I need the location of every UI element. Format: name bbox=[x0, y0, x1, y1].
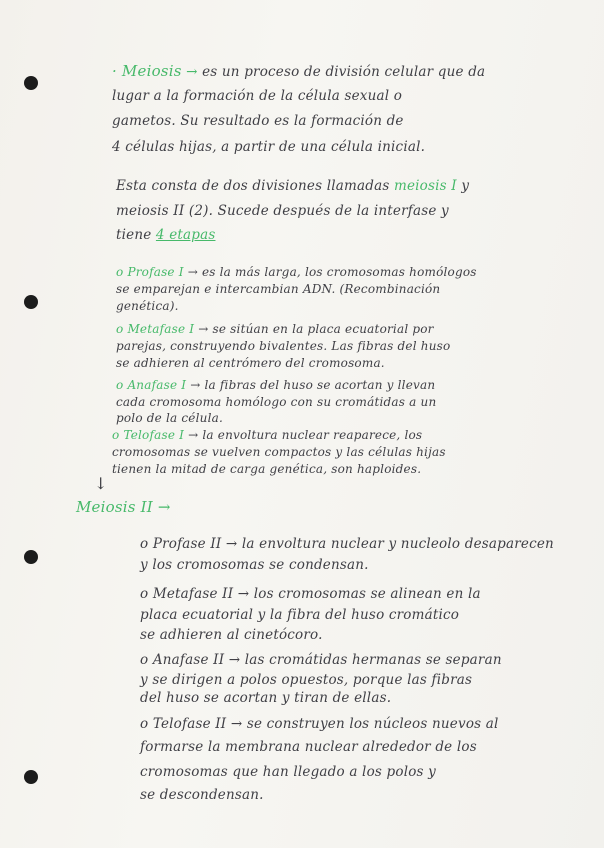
binder-hole bbox=[24, 76, 38, 90]
four-stages-label: 4 etapas bbox=[155, 227, 216, 243]
telofase-1-line-2: cromosomas se vuelven compactos y las células hijas bbox=[112, 445, 446, 459]
stage-term: o Anafase II bbox=[140, 652, 225, 668]
metafase-2-line-2: placa ecuatorial y la fibra del huso cromático bbox=[140, 607, 460, 623]
intro-line-4: 4 células hijas, a partir de una célula inicial. bbox=[112, 139, 426, 155]
intro-line-3: gametos. Su resultado es la formación de bbox=[112, 113, 404, 129]
anafase-1-line-2: cada cromosoma homólogo con su cromátidas a un bbox=[116, 395, 437, 409]
stage-text: → la envoltura nuclear reaparece, los bbox=[188, 428, 423, 442]
anafase-2-line-2: y se dirigen a polos opuestos, porque las fibras bbox=[140, 672, 473, 688]
meiosis-1-ref: meiosis I bbox=[393, 178, 457, 194]
binder-hole bbox=[24, 770, 38, 784]
meiosis-2-ref: meiosis II bbox=[116, 203, 185, 219]
stage-term: o Telofase I bbox=[112, 428, 185, 442]
stage-text: → se construyen los núcleos nuevos al bbox=[230, 716, 499, 732]
stage-text: → las cromátidas hermanas se separan bbox=[228, 652, 502, 668]
meiosis-2-title: Meiosis II bbox=[76, 498, 153, 516]
summary-text: tiene bbox=[116, 227, 152, 243]
meiosis-term: · Meiosis bbox=[112, 62, 182, 80]
summary-line-1 bbox=[116, 178, 469, 194]
metafase-1-line-3: se adhieren al centrómero del cromosoma. bbox=[116, 356, 385, 370]
profase-1-line-2: se emparejan e intercambian ADN. (Recombinación bbox=[116, 282, 441, 296]
telofase-2-line-4: se descondensan. bbox=[140, 787, 264, 803]
profase-2-line-2: y los cromosomas se condensan. bbox=[140, 557, 369, 573]
metafase-1-line-1 bbox=[116, 322, 434, 336]
meiosis-2-heading bbox=[76, 498, 171, 516]
anafase-1-line-1 bbox=[116, 378, 435, 392]
stage-term: o Anafase I bbox=[116, 378, 187, 392]
anafase-2-line-1 bbox=[140, 652, 502, 668]
telofase-2-line-2: formarse la membrana nuclear alrededor de los bbox=[140, 739, 477, 755]
stage-text: → los cromosomas se alinean en la bbox=[237, 586, 481, 602]
telofase-2-line-1 bbox=[140, 716, 499, 732]
stage-text: → la envoltura nuclear y nucleolo desaparecen bbox=[225, 536, 554, 552]
binder-hole bbox=[24, 295, 38, 309]
summary-line-3 bbox=[116, 227, 215, 243]
down-arrow-icon: ↓ bbox=[94, 474, 108, 493]
stage-term: o Telofase II bbox=[140, 716, 227, 732]
stage-term: o Metafase I bbox=[116, 322, 195, 336]
telofase-1-line-1 bbox=[112, 428, 422, 442]
metafase-2-line-3: se adhieren al cinetócoro. bbox=[140, 627, 323, 643]
stage-text: → es la más larga, los cromosomas homólogos bbox=[187, 265, 477, 279]
profase-1-line-1 bbox=[116, 265, 477, 279]
anafase-1-line-3: polo de la célula. bbox=[116, 411, 223, 425]
intro-text: es un proceso de división celular que da bbox=[202, 64, 486, 80]
metafase-1-line-2: parejas, construyendo bivalentes. Las fibras del huso bbox=[116, 339, 451, 353]
stage-term: o Profase II bbox=[140, 536, 222, 552]
stage-term: o Metafase II bbox=[140, 586, 234, 602]
summary-text: Esta consta de dos divisiones llamadas bbox=[116, 178, 390, 194]
arrow-icon: → bbox=[157, 498, 171, 516]
telofase-1-line-3: tienen la mitad de carga genética, son haploides. bbox=[112, 462, 422, 476]
metafase-2-line-1 bbox=[140, 586, 481, 602]
intro-line-1 bbox=[112, 62, 485, 80]
stage-text: → se sitúan en la placa ecuatorial por bbox=[198, 322, 434, 336]
profase-2-line-1 bbox=[140, 536, 554, 552]
anafase-2-line-3: del huso se acortan y tiran de ellas. bbox=[140, 690, 392, 706]
stage-term: o Profase I bbox=[116, 265, 184, 279]
arrow-icon: → bbox=[186, 64, 198, 80]
stage-text: → la fibras del huso se acortan y llevan bbox=[190, 378, 436, 392]
telofase-2-line-3: cromosomas que han llegado a los polos y bbox=[140, 764, 436, 780]
intro-line-2: lugar a la formación de la célula sexual o bbox=[112, 88, 403, 104]
binder-hole bbox=[24, 550, 38, 564]
profase-1-line-3: genética). bbox=[116, 299, 179, 313]
summary-line-2 bbox=[116, 203, 449, 219]
summary-text: (2). Sucede después de la interfase y bbox=[188, 203, 449, 219]
summary-text: y bbox=[461, 178, 470, 194]
